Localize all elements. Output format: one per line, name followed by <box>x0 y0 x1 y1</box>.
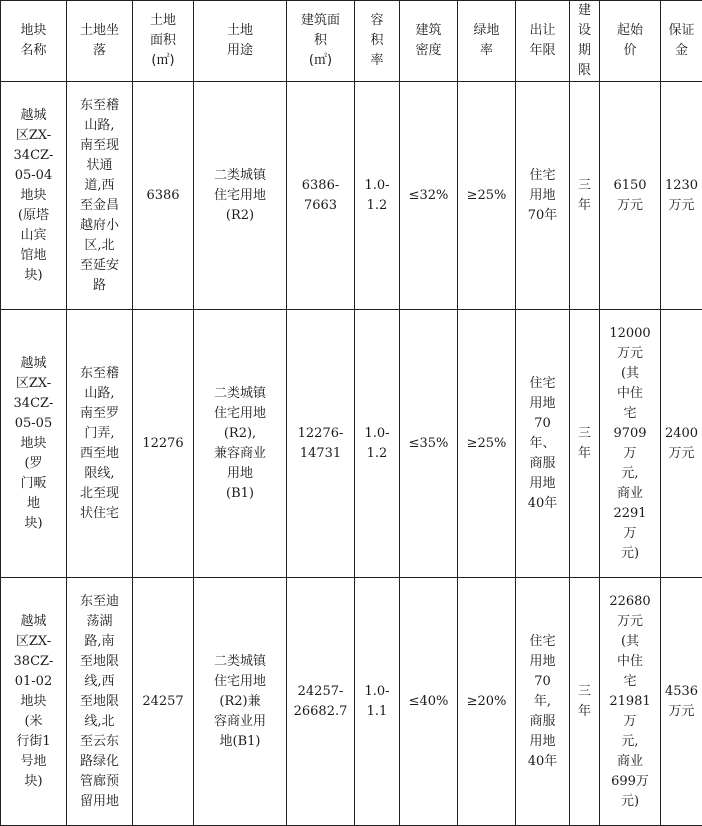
cell-line: 地(B1) <box>194 732 286 752</box>
cell-line: 用地 <box>516 186 569 206</box>
cell-line: (原塔 <box>1 206 66 226</box>
cell-line: (B1) <box>194 484 286 504</box>
cell-line: 地块 <box>1 434 66 454</box>
cell-line: (R2) <box>194 206 286 226</box>
cell-line: 70 <box>516 672 569 692</box>
cell-line: 东至稽 <box>67 364 132 384</box>
cell-line: 地 <box>1 494 66 514</box>
cell-line: 12276 <box>133 434 193 454</box>
deposit-cell <box>661 578 702 826</box>
cell-line: 金 <box>661 41 702 61</box>
table-row <box>1 310 702 578</box>
cell-line: 面积 <box>133 31 193 51</box>
header-cell <box>1 1 67 82</box>
header-cell <box>287 1 355 82</box>
cell-line: 1.2 <box>355 444 399 464</box>
cell-line: 山宾 <box>1 226 66 246</box>
header-cell <box>67 1 133 82</box>
location-cell <box>67 82 133 310</box>
cell-line: 年、 <box>516 434 569 454</box>
cell-line: 区ZX- <box>1 374 66 394</box>
build-period-cell <box>570 578 600 826</box>
cell-line: 38CZ- <box>1 652 66 672</box>
cell-line: 商业 <box>600 484 660 504</box>
cell-line: 22680 <box>600 592 660 612</box>
cell-line: ≤32% <box>400 186 457 206</box>
table-row <box>1 578 702 826</box>
cell-line: 至地限 <box>67 652 132 672</box>
cell-line: 年限 <box>516 41 569 61</box>
cell-line: 山路, <box>67 116 132 136</box>
deposit-cell <box>661 82 702 310</box>
cell-line: 三 <box>570 682 599 702</box>
cell-line: 状住宅 <box>67 504 132 524</box>
build-period-cell <box>570 82 600 310</box>
cell-line: 区ZX- <box>1 632 66 652</box>
cell-line: 70 <box>516 414 569 434</box>
cell-line: 万元 <box>600 196 660 216</box>
header-cell <box>133 1 194 82</box>
cell-line: 6386- <box>287 176 354 196</box>
cell-line: 状通 <box>67 156 132 176</box>
cell-line: 越城 <box>1 354 66 374</box>
header-cell <box>194 1 287 82</box>
cell-line: 宅 <box>600 672 660 692</box>
cell-line: 起始 <box>600 21 660 41</box>
cell-line: 积 <box>287 31 354 51</box>
cell-line: 34CZ- <box>1 394 66 414</box>
cell-line: 山路, <box>67 384 132 404</box>
cell-line: 地块 <box>1 21 66 41</box>
cell-line: 留用地 <box>67 792 132 812</box>
land-use-cell <box>194 578 287 826</box>
header-cell <box>400 1 458 82</box>
header-cell <box>570 1 600 82</box>
cell-line: 住宅 <box>516 166 569 186</box>
cell-line: (㎡) <box>133 51 193 71</box>
parcel-name-cell <box>1 310 67 578</box>
cell-line: 南至现 <box>67 136 132 156</box>
cell-line: 越府小 <box>67 216 132 236</box>
cell-line: 6150 <box>600 176 660 196</box>
parcel-name-cell <box>1 82 67 310</box>
cell-line: 4536 <box>661 682 702 702</box>
build-period-cell <box>570 310 600 578</box>
cell-line: 用地 <box>516 394 569 414</box>
cell-line: 兼容商业 <box>194 444 286 464</box>
cell-line: 线,西 <box>67 672 132 692</box>
cell-line: 34CZ- <box>1 146 66 166</box>
cell-line: 26682.7 <box>287 702 354 722</box>
cell-line: 70年 <box>516 206 569 226</box>
cell-line: 2291 <box>600 504 660 524</box>
cell-line: 期 <box>570 41 599 61</box>
location-cell <box>67 310 133 578</box>
cell-line: 用途 <box>194 41 286 61</box>
cell-line: 7663 <box>287 196 354 216</box>
cell-line: 万元 <box>600 344 660 364</box>
cell-line: 2400 <box>661 424 702 444</box>
cell-line: 年, <box>516 692 569 712</box>
starting-price-cell <box>600 310 661 578</box>
floor-area-cell <box>287 578 355 826</box>
land-use-cell <box>194 82 287 310</box>
cell-line: 门畈 <box>1 474 66 494</box>
cell-line: 住宅用地 <box>194 186 286 206</box>
cell-line: 元, <box>600 464 660 484</box>
cell-line: 管廊预 <box>67 772 132 792</box>
cell-line: 号地 <box>1 752 66 772</box>
cell-line: 门弄, <box>67 424 132 444</box>
cell-line: 路,南 <box>67 632 132 652</box>
header-cell <box>600 1 661 82</box>
cell-line: 商服 <box>516 712 569 732</box>
cell-line: ≤40% <box>400 692 457 712</box>
cell-line: 年 <box>570 444 599 464</box>
cell-line: 6386 <box>133 186 193 206</box>
cell-line: 容 <box>355 11 399 31</box>
land-area-cell <box>133 578 194 826</box>
cell-line: 二类城镇 <box>194 166 286 186</box>
cell-line: 1.0- <box>355 682 399 702</box>
land-area-cell <box>133 82 194 310</box>
cell-line: ≤35% <box>400 434 457 454</box>
cell-line: (其 <box>600 632 660 652</box>
cell-line: 住宅 <box>516 374 569 394</box>
cell-line: 二类城镇 <box>194 384 286 404</box>
cell-line: 建 <box>570 1 599 21</box>
green-ratio-cell <box>458 578 516 826</box>
cell-line: 东至稽 <box>67 96 132 116</box>
cell-line: 至地限 <box>67 692 132 712</box>
cell-line: 越城 <box>1 106 66 126</box>
cell-line: 1230 <box>661 176 702 196</box>
cell-line: 路绿化 <box>67 752 132 772</box>
cell-line: 万 <box>600 712 660 732</box>
header-cell <box>516 1 570 82</box>
parcel-name-cell <box>1 578 67 826</box>
header-cell <box>355 1 400 82</box>
starting-price-cell <box>600 82 661 310</box>
cell-line: (罗 <box>1 454 66 474</box>
plot-ratio-cell <box>355 82 400 310</box>
cell-line: 西至地 <box>67 444 132 464</box>
cell-line: 万 <box>600 444 660 464</box>
cell-line: (R2), <box>194 424 286 444</box>
cell-line: 绿地 <box>458 21 515 41</box>
cell-line: 限 <box>570 61 599 81</box>
cell-line: 区ZX- <box>1 126 66 146</box>
lease-term-cell <box>516 578 570 826</box>
cell-line: 南至罗 <box>67 404 132 424</box>
deposit-cell <box>661 310 702 578</box>
cell-line: 1.2 <box>355 196 399 216</box>
cell-line: 东至迪 <box>67 592 132 612</box>
cell-line: 二类城镇 <box>194 652 286 672</box>
cell-line: 限线, <box>67 464 132 484</box>
cell-line: 万 <box>600 524 660 544</box>
location-cell <box>67 578 133 826</box>
cell-line: 用地 <box>194 464 286 484</box>
cell-line: 道,西 <box>67 176 132 196</box>
cell-line: 14731 <box>287 444 354 464</box>
cell-line: 12276- <box>287 424 354 444</box>
cell-line: 越城 <box>1 612 66 632</box>
building-density-cell <box>400 82 458 310</box>
cell-line: 12000 <box>600 324 660 344</box>
cell-line: (㎡) <box>287 51 354 71</box>
cell-line: 建筑 <box>400 21 457 41</box>
cell-line: 土地坐 <box>67 21 132 41</box>
cell-line: 24257- <box>287 682 354 702</box>
cell-line: 土地 <box>133 11 193 31</box>
cell-line: ≥20% <box>458 692 515 712</box>
header-cell <box>458 1 516 82</box>
cell-line: ≥25% <box>458 434 515 454</box>
lease-term-cell <box>516 310 570 578</box>
cell-line: 至延安 <box>67 256 132 276</box>
cell-line: 地块 <box>1 186 66 206</box>
cell-line: 元, <box>600 732 660 752</box>
cell-line: 容商业用 <box>194 712 286 732</box>
cell-line: 区,北 <box>67 236 132 256</box>
cell-line: 出让 <box>516 21 569 41</box>
cell-line: 商服 <box>516 454 569 474</box>
cell-line: 设 <box>570 21 599 41</box>
green-ratio-cell <box>458 82 516 310</box>
cell-line: 块) <box>1 514 66 534</box>
cell-line: 1.0- <box>355 176 399 196</box>
floor-area-cell <box>287 310 355 578</box>
cell-line: 宅 <box>600 404 660 424</box>
cell-line: 至云东 <box>67 732 132 752</box>
plot-ratio-cell <box>355 310 400 578</box>
cell-line: 05-05 <box>1 414 66 434</box>
cell-line: ≥25% <box>458 186 515 206</box>
cell-line: 用地 <box>516 732 569 752</box>
header-cell <box>661 1 702 82</box>
floor-area-cell <box>287 82 355 310</box>
cell-line: 商业 <box>600 752 660 772</box>
building-density-cell <box>400 578 458 826</box>
building-density-cell <box>400 310 458 578</box>
cell-line: 至金昌 <box>67 196 132 216</box>
cell-line: 块) <box>1 266 66 286</box>
cell-line: 40年 <box>516 752 569 772</box>
cell-line: 荡湖 <box>67 612 132 632</box>
cell-line: 积 <box>355 31 399 51</box>
cell-line: 1.1 <box>355 702 399 722</box>
cell-line: 年 <box>570 196 599 216</box>
cell-line: 率 <box>458 41 515 61</box>
plot-ratio-cell <box>355 578 400 826</box>
table-row <box>1 82 702 310</box>
cell-line: 保证 <box>661 21 702 41</box>
cell-line: 北至现 <box>67 484 132 504</box>
cell-line: 元) <box>600 544 660 564</box>
cell-line: 中住 <box>600 652 660 672</box>
cell-line: 万元 <box>600 612 660 632</box>
cell-line: 块) <box>1 772 66 792</box>
cell-line: 线,北 <box>67 712 132 732</box>
cell-line: 地块 <box>1 692 66 712</box>
cell-line: 建筑面 <box>287 11 354 31</box>
cell-line: 名称 <box>1 41 66 61</box>
cell-line: 1.0- <box>355 424 399 444</box>
cell-line: 年 <box>570 702 599 722</box>
cell-line: 三 <box>570 424 599 444</box>
cell-line: 05-04 <box>1 166 66 186</box>
cell-line: 万元 <box>661 444 702 464</box>
cell-line: 用地 <box>516 474 569 494</box>
cell-line: 率 <box>355 51 399 71</box>
header-row <box>1 1 702 82</box>
lease-term-cell <box>516 82 570 310</box>
cell-line: 万元 <box>661 702 702 722</box>
cell-line: 中住 <box>600 384 660 404</box>
cell-line: 01-02 <box>1 672 66 692</box>
cell-line: 落 <box>67 41 132 61</box>
cell-line: 元) <box>600 792 660 812</box>
cell-line: 24257 <box>133 692 193 712</box>
cell-line: 土地 <box>194 21 286 41</box>
cell-line: 三 <box>570 176 599 196</box>
cell-line: (其 <box>600 364 660 384</box>
cell-line: (R2)兼 <box>194 692 286 712</box>
starting-price-cell <box>600 578 661 826</box>
cell-line: 价 <box>600 41 660 61</box>
land-use-cell <box>194 310 287 578</box>
cell-line: 路 <box>67 276 132 296</box>
cell-line: 万元 <box>661 196 702 216</box>
cell-line: 用地 <box>516 652 569 672</box>
cell-line: 699万 <box>600 772 660 792</box>
cell-line: 行街1 <box>1 732 66 752</box>
cell-line: 密度 <box>400 41 457 61</box>
land-area-cell <box>133 310 194 578</box>
cell-line: (米 <box>1 712 66 732</box>
cell-line: 40年 <box>516 494 569 514</box>
cell-line: 21981 <box>600 692 660 712</box>
cell-line: 9709 <box>600 424 660 444</box>
cell-line: 住宅 <box>516 632 569 652</box>
cell-line: 住宅用地 <box>194 672 286 692</box>
green-ratio-cell <box>458 310 516 578</box>
cell-line: 馆地 <box>1 246 66 266</box>
cell-line: 住宅用地 <box>194 404 286 424</box>
